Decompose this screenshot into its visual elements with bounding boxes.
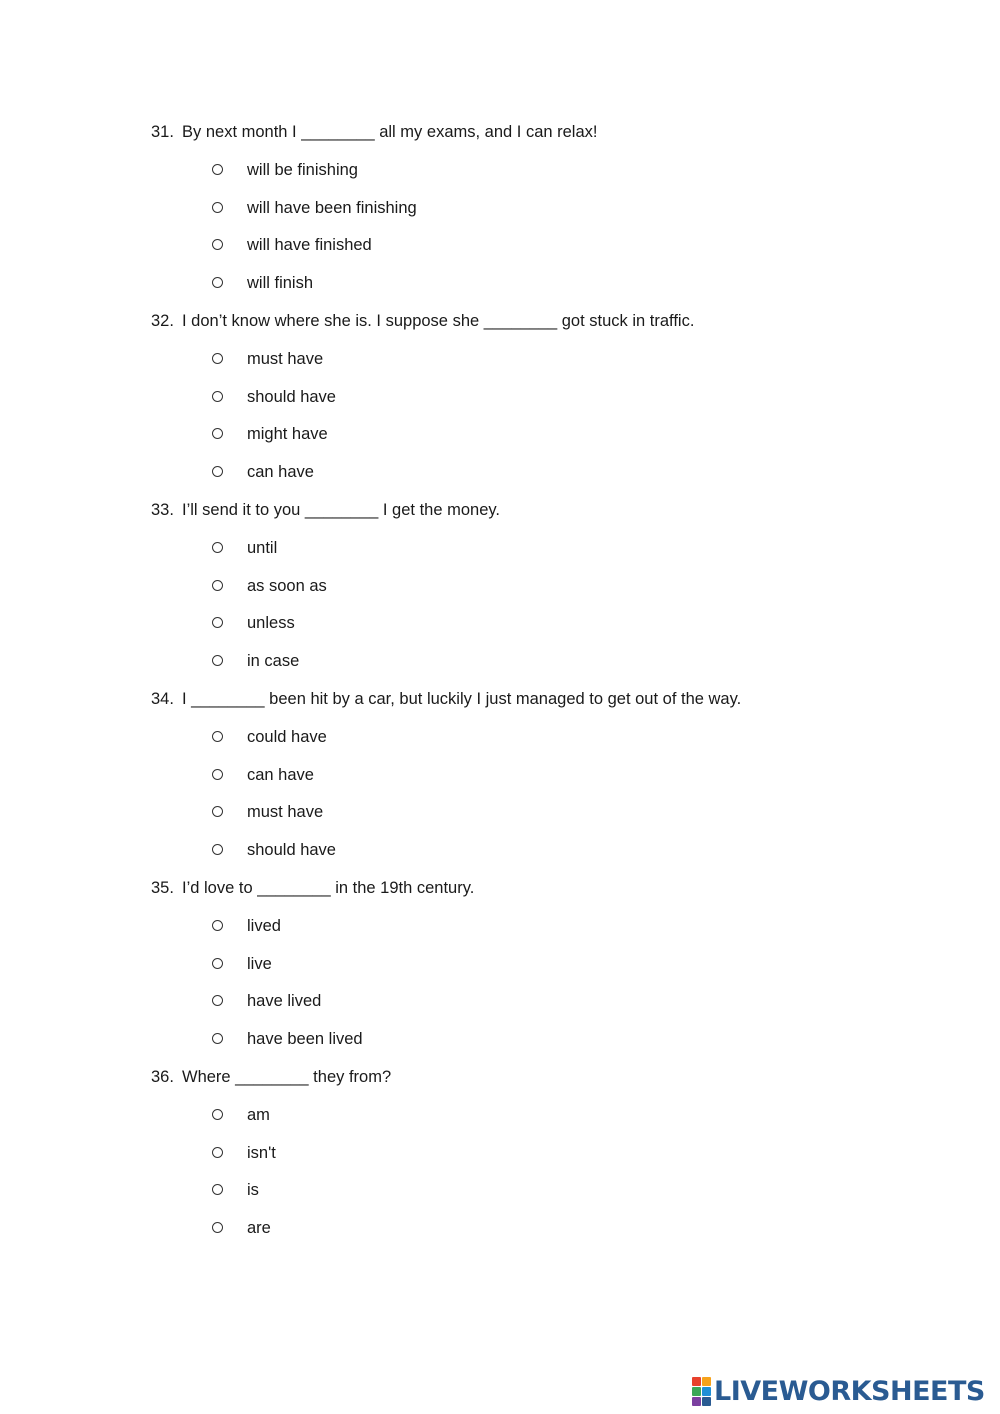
option-32-a[interactable]: [211, 348, 323, 370]
radio-circle-icon[interactable]: [212, 353, 223, 364]
option-label: is: [247, 1181, 259, 1199]
option-label: might have: [247, 425, 328, 443]
option-label: have been lived: [247, 1030, 363, 1048]
option-label: as soon as: [247, 577, 327, 595]
option-33-b[interactable]: [211, 575, 327, 597]
question-31: [151, 121, 597, 143]
logo-text: LIVEWORKSHEETS: [714, 1375, 985, 1407]
option-label: will be finishing: [247, 161, 358, 179]
option-label: am: [247, 1106, 270, 1124]
option-label: have lived: [247, 992, 322, 1010]
option-label: in case: [247, 652, 300, 670]
option-36-d[interactable]: [211, 1217, 271, 1239]
question-34: [151, 688, 741, 710]
question-number: 34.: [151, 690, 174, 708]
option-36-a[interactable]: [211, 1104, 270, 1126]
option-31-a[interactable]: [211, 159, 358, 181]
logo-block: [692, 1397, 701, 1406]
option-label: could have: [247, 728, 327, 746]
radio-circle-icon[interactable]: [212, 655, 223, 666]
radio-circle-icon[interactable]: [212, 1033, 223, 1044]
question-text: I ________ been hit by a car, but luckily I just managed to get out of the way.: [182, 690, 742, 708]
question-36: [151, 1066, 391, 1088]
logo-block: [692, 1387, 701, 1396]
question-text: I don’t know where she is. I suppose she ________ got stuck in traffic.: [182, 312, 695, 330]
radio-circle-icon[interactable]: [212, 995, 223, 1006]
option-33-d[interactable]: [211, 650, 299, 672]
radio-circle-icon[interactable]: [212, 277, 223, 288]
question-text: I’ll send it to you ________ I get the money.: [182, 501, 500, 519]
radio-circle-icon[interactable]: [212, 542, 223, 553]
option-34-b[interactable]: [211, 764, 314, 786]
option-label: will finish: [247, 274, 314, 292]
radio-circle-icon[interactable]: [212, 164, 223, 175]
radio-circle-icon[interactable]: [212, 239, 223, 250]
logo-block: [702, 1397, 711, 1406]
option-35-b[interactable]: [211, 953, 272, 975]
option-label: lived: [247, 917, 281, 935]
option-34-d[interactable]: [211, 839, 336, 861]
radio-circle-icon[interactable]: [212, 1147, 223, 1158]
question-number: 31.: [151, 123, 174, 141]
option-label: are: [247, 1219, 271, 1237]
radio-circle-icon[interactable]: [212, 920, 223, 931]
radio-circle-icon[interactable]: [212, 202, 223, 213]
option-31-c[interactable]: [211, 234, 372, 256]
logo-block: [702, 1387, 711, 1396]
option-label: will have been finishing: [247, 199, 417, 217]
radio-circle-icon[interactable]: [212, 1222, 223, 1233]
option-32-d[interactable]: [211, 461, 314, 483]
radio-circle-icon[interactable]: [212, 580, 223, 591]
option-32-c[interactable]: [211, 423, 328, 445]
option-31-d[interactable]: [211, 272, 313, 294]
option-31-b[interactable]: [211, 197, 417, 219]
question-33: [151, 499, 500, 521]
question-number: 32.: [151, 312, 174, 330]
question-text: By next month I ________ all my exams, and I can relax!: [182, 123, 598, 141]
option-label: isn't: [247, 1144, 276, 1162]
radio-circle-icon[interactable]: [212, 958, 223, 969]
logo-block: [702, 1377, 711, 1386]
option-label: will have finished: [247, 236, 372, 254]
option-35-d[interactable]: [211, 1028, 363, 1050]
question-number: 35.: [151, 879, 174, 897]
question-35: [151, 877, 474, 899]
radio-circle-icon[interactable]: [212, 844, 223, 855]
question-number: 36.: [151, 1068, 174, 1086]
option-35-a[interactable]: [211, 915, 281, 937]
option-label: until: [247, 539, 278, 557]
option-label: live: [247, 955, 272, 973]
option-32-b[interactable]: [211, 386, 336, 408]
radio-circle-icon[interactable]: [212, 1184, 223, 1195]
radio-circle-icon[interactable]: [212, 428, 223, 439]
option-label: can have: [247, 463, 314, 481]
logo-blocks-icon: [692, 1377, 711, 1406]
option-35-c[interactable]: [211, 990, 321, 1012]
question-text: I’d love to ________ in the 19th century.: [182, 879, 475, 897]
question-32: [151, 310, 694, 332]
question-text: Where ________ they from?: [182, 1068, 392, 1086]
option-label: must have: [247, 803, 324, 821]
radio-circle-icon[interactable]: [212, 731, 223, 742]
option-label: unless: [247, 614, 295, 632]
option-label: should have: [247, 388, 336, 406]
option-34-c[interactable]: [211, 801, 323, 823]
option-label: should have: [247, 841, 336, 859]
option-label: must have: [247, 350, 324, 368]
option-33-a[interactable]: [211, 537, 277, 559]
option-34-a[interactable]: [211, 726, 327, 748]
radio-circle-icon[interactable]: [212, 466, 223, 477]
logo-block: [692, 1377, 701, 1386]
option-label: can have: [247, 766, 314, 784]
radio-circle-icon[interactable]: [212, 391, 223, 402]
question-number: 33.: [151, 501, 174, 519]
option-36-b[interactable]: [211, 1142, 276, 1164]
option-33-c[interactable]: [211, 612, 295, 634]
radio-circle-icon[interactable]: [212, 806, 223, 817]
radio-circle-icon[interactable]: [212, 769, 223, 780]
radio-circle-icon[interactable]: [212, 617, 223, 628]
option-36-c[interactable]: [211, 1179, 259, 1201]
radio-circle-icon[interactable]: [212, 1109, 223, 1120]
liveworksheets-logo[interactable]: [692, 1376, 985, 1406]
